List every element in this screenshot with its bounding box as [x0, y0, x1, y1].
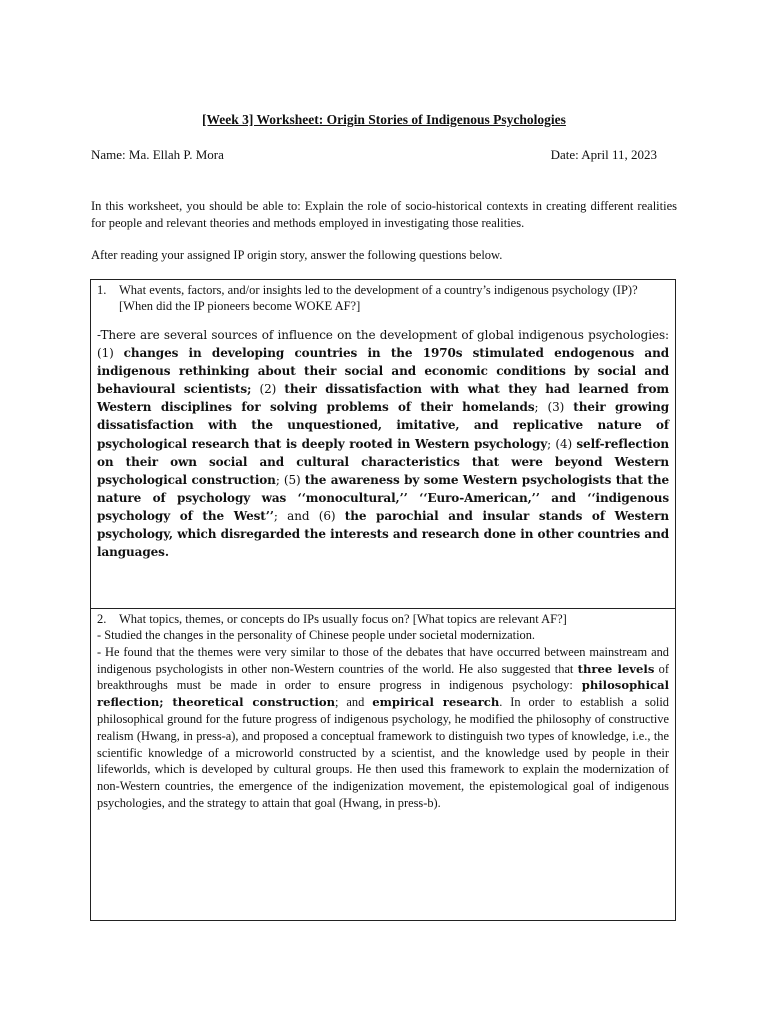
question-1-text: What events, factors, and/or insights led to the development of a country’s indigenous psychology (IP)? [When did the IP pioneers become WOKE AF?]: [119, 283, 638, 313]
bold-text-run: self-reflection on their own social and cultural characteristics that were beyond Western psychological construction: [97, 436, 670, 487]
student-name: Name: Ma. Ellah P. Mora: [91, 147, 224, 162]
question-1-number: 1.: [97, 283, 107, 297]
question-1: [97, 282, 669, 314]
text-run: - He found that the themes were very similar to those of the debates that have occurred between mainstream and indigenous psychologists in other non-Western countries of the world. He also suggested that: [97, 644, 669, 676]
text-run: of breakthroughs must be made in order to ensure progress in indigenous psychology:: [97, 661, 669, 693]
text-run: . In order to establish a solid philosophical ground for the future progress of indigenous psychology, he modified the philosophy of constructive realism (Hwang, in press-a), and proposed a conceptual framework to distinguish two types of knowledge, i.e., the scientific knowledge of a microworld constructed by a scientist, and the knowledge used by people in their lifeworlds, which is developed by cultural groups. He then used this framework to explain the modernization of non-Western countries, the emergence of the indigenization movement, the epistemological goal of indigenous psychologies, and the strategy to attain that goal (Hwang, in press-b).: [97, 695, 669, 810]
text-run: ; (5): [275, 472, 305, 487]
answer-1: [97, 326, 669, 561]
text-run: ; (4): [547, 436, 577, 451]
question-row-1: [91, 280, 676, 609]
page-title: [Week 3] Worksheet: Origin Stories of Indigenous Psychologies: [202, 112, 566, 127]
bold-text-run: their dissatisfaction with what they had learned from Western disciplines for solving problems of their homelands: [97, 382, 669, 415]
answer-2: [97, 627, 669, 812]
worksheet-date: Date: April 11, 2023: [550, 147, 657, 162]
question-2: [97, 611, 669, 627]
answer-2-paragraph: [97, 644, 669, 812]
text-run: (2): [251, 382, 285, 397]
text-run: -There are several sources of influence on the development of global indigenous psychologies: (1): [97, 328, 669, 361]
question-2-number: 2.: [97, 612, 107, 626]
intro-paragraph: In this worksheet, you should be able to: Explain the role of socio-historical contexts in creating different realities for people and relevant theories and methods employed in investigating those realities.: [91, 199, 677, 230]
bold-text-run: changes in developing countries in the 1970s stimulated endogenous and indigenous rethinking about their social and economic conditions by social and behavioural scientists;: [97, 346, 669, 397]
question-2-text: What topics, themes, or concepts do IPs usually focus on? [What topics are relevant AF?]: [119, 612, 567, 626]
bold-text-run: their growing dissatisfaction with the unquestioned, imitative, and replicative nature of psychological research that is deeply rooted in Western psychology: [97, 400, 669, 451]
text-run: ; and (6): [273, 508, 345, 523]
question-cell-2: [91, 609, 676, 921]
bold-text-run: philosophical reflection; theoretical construction: [97, 678, 669, 710]
text-run: ; (3): [534, 400, 574, 415]
bold-text-run: three levels: [577, 661, 655, 676]
answer-2-line-1: - Studied the changes in the personality of Chinese people under societal modernization.: [97, 628, 536, 642]
bold-text-run: the awareness by some Western psychologists that the nature of psychology was ‘‘monocultural,’’ ‘‘Euro-American,’’ and ‘‘indigenous psychology of the West’’: [97, 472, 669, 523]
bold-text-run: the parochial and insular stands of Western psychology, which disregarded the interests and research done in other countries and languages.: [97, 508, 669, 560]
text-run: ; and: [335, 695, 373, 710]
instruction-paragraph: After reading your assigned IP origin story, answer the following questions below.: [91, 248, 503, 262]
questions-table: [90, 279, 676, 921]
question-row-2: [91, 609, 676, 921]
question-cell-1: [91, 280, 676, 609]
bold-text-run: empirical research: [372, 695, 500, 710]
meta-row: [91, 147, 657, 163]
